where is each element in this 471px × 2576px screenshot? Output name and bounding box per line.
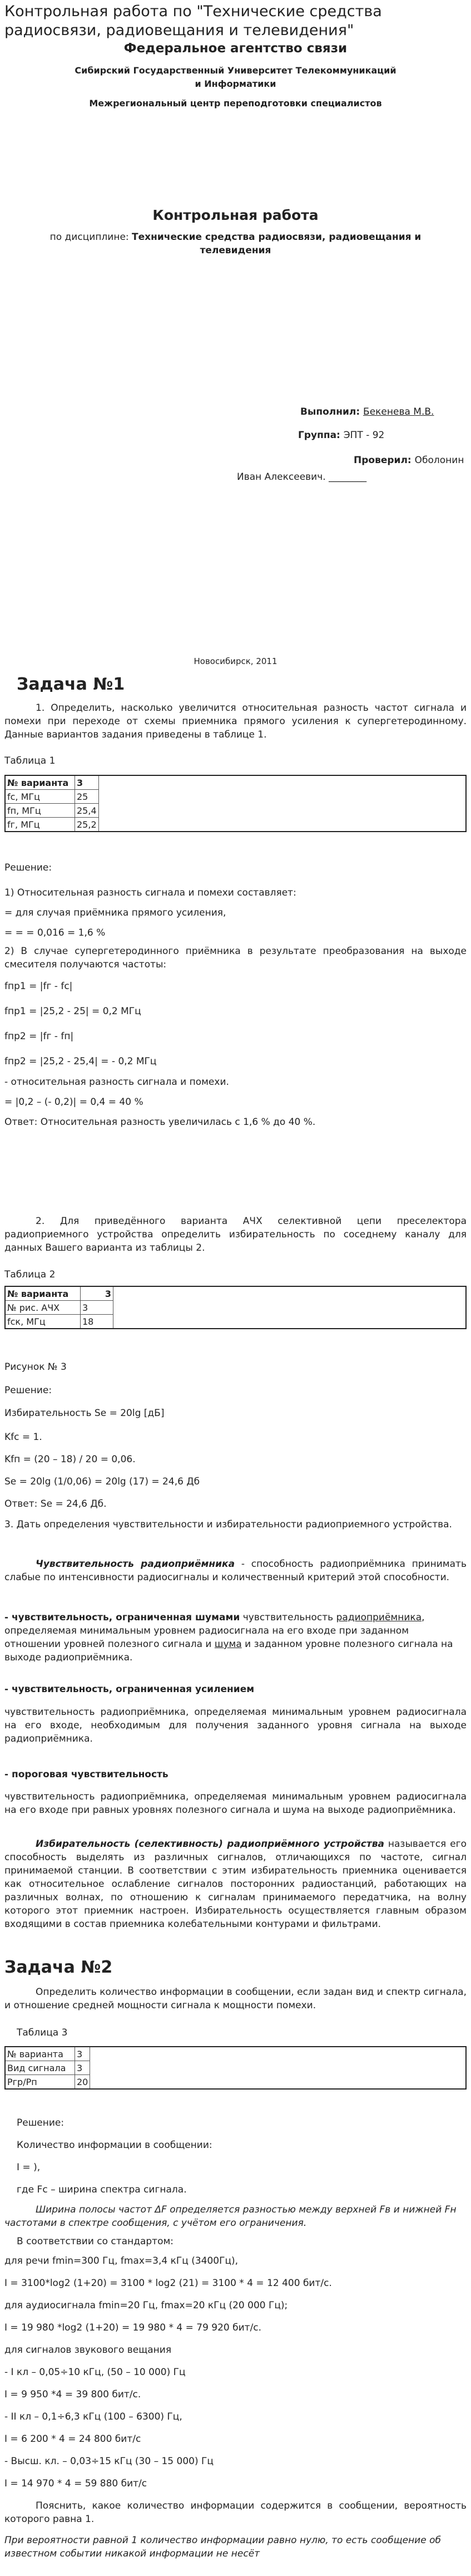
- discipline-line: [33, 230, 438, 257]
- performed-value: Бекенева М.В.: [363, 406, 434, 417]
- solution-line: 2) В случае супергетеродинного приёмника в результате преобразования на выходе смесителя получаются частоты:: [4, 946, 467, 970]
- task1-part3: 3. Дать определения чувствительности и избирательности радиоприемного устройства.: [4, 1519, 452, 1530]
- task2-heading: Задача №2: [4, 1958, 113, 1977]
- task2-line: Ширина полосы частот ΔF определяется разностью между верхней Fв и нижней Fн частотами в спектре сообщения, с учётом его ограничения.: [4, 2204, 457, 2229]
- cover-title: Контрольная работа: [152, 207, 319, 223]
- solution-line: fпp2 = |fг - fп|: [4, 1031, 74, 1042]
- solution-line: fпp1 = |25,2 - 25| = 0,2 МГц: [4, 1006, 141, 1017]
- task2-line: I = 9 950 *4 = 39 800 бит/с.: [4, 2389, 141, 2400]
- table-cell: fс, МГц: [5, 790, 75, 804]
- discipline-name: Технические средства радиосвязи, радиовещания и телевидения: [132, 232, 422, 256]
- task1-intro: 1. Определить, насколько увеличится относительная разность частот сигнала и помехи при переходе от схемы приемника прямого усиления к супергетеродинному. Данные вариантов задания приведены в таблице 1.: [4, 702, 467, 740]
- table-cell: 3: [81, 1301, 113, 1315]
- group-value: ЭПТ - 92: [343, 430, 385, 441]
- group-label: Группа:: [298, 430, 344, 441]
- selectivity-term: Избирательность (селективность) радиоприёмного устройства: [36, 1838, 384, 1850]
- figure-label: Рисунок № 3: [4, 1361, 67, 1373]
- table-cell: 3: [81, 1286, 113, 1301]
- task2-line: I = ),: [17, 2162, 41, 2173]
- noise-text-b: радиоприёмника: [336, 1612, 422, 1623]
- table-cell: Вид сигнала: [5, 2061, 75, 2075]
- table-cell: 3: [75, 2047, 90, 2061]
- sensitivity-definition: [4, 1557, 467, 1584]
- table-cell: fп, МГц: [5, 804, 75, 818]
- performed-label: Выполнил:: [300, 406, 364, 417]
- task2-line: I = 3100*log2 (1+20) = 3100 * log2 (21) = 3100 * 4 = 12 400 бит/с.: [4, 2278, 332, 2289]
- task2-line: - I кл – 0,05÷10 кГц, (50 – 10 000) Гц: [4, 2367, 186, 2378]
- table2-caption: Таблица 2: [4, 1269, 56, 1280]
- agency-name: Федеральное агентство связи: [123, 41, 348, 56]
- training-center: Межрегиональный центр переподготовки специалистов: [89, 98, 382, 109]
- table-row: [5, 2047, 466, 2061]
- solution-line: - относительная разность сигнала и помехи.: [4, 1076, 229, 1088]
- table1-caption: Таблица 1: [4, 755, 56, 766]
- table-blank: [90, 2047, 466, 2089]
- selectivity-definition: [4, 1837, 467, 1931]
- task2-conclusion: При вероятности равной 1 количество информации равно нулю, то есть сообщение об известном событии никакой информации не несёт: [4, 2535, 441, 2559]
- noise-text-d: шума: [214, 1639, 242, 1650]
- solution-answer: Ответ: Se = 24,6 Дб.: [4, 1498, 107, 1510]
- task2-intro: Определить количество информации в сообщении, если задан вид и спектр сигнала, и отношение средней мощности сигнала к мощности помехи.: [4, 1987, 467, 2011]
- noise-text-c: , определяемая минимальным уровнем радиосигнала на его входе при заданном отношении уровней полезного сигнала и: [4, 1612, 425, 1650]
- solution-label: Решение:: [4, 862, 52, 873]
- gain-limited-term: - чувствительность, ограниченная усилением: [4, 1684, 255, 1695]
- task2-line: Пояснить, какое количество информации содержится в сообщении, вероятность которого равна 1.: [4, 2500, 467, 2525]
- table-cell: № варианта: [5, 2047, 75, 2061]
- group: [298, 429, 465, 442]
- checked-label: Проверил:: [354, 455, 415, 466]
- task2-line: I = 19 980 *log2 (1+20) = 19 980 * 4 = 79 920 бит/с.: [4, 2322, 262, 2333]
- checked-by: [354, 454, 470, 467]
- noise-text-a: чувствительность: [240, 1612, 336, 1623]
- task2-line: для речи fmin=300 Гц, fmax=3,4 кГц (3400Гц),: [4, 2255, 239, 2267]
- task2-line: Решение:: [17, 2117, 65, 2128]
- task2-line: Количество информации в сообщении:: [17, 2140, 212, 2151]
- sensitivity-text: - способность радиоприёмника принимать слабые по интенсивности радиосигналы и количественный критерий этой способности.: [4, 1559, 467, 1583]
- table-cell: 18: [81, 1315, 113, 1329]
- task2-line: I = 14 970 * 4 = 59 880 бит/с: [4, 2478, 147, 2489]
- university-line-1: Сибирский Государственный Университет Телекоммуникаций: [75, 65, 396, 76]
- performed-by: [300, 405, 467, 419]
- table-cell: № рис. АЧХ: [5, 1301, 81, 1315]
- table3-caption: Таблица 3: [17, 2027, 68, 2038]
- table-row: [5, 775, 466, 790]
- solution-line: Избирательность Se = 20lg [дБ]: [4, 1408, 165, 1419]
- table-cell: № варианта: [5, 775, 75, 790]
- table-cell: 3: [75, 2061, 90, 2075]
- task2-line: для аудиосигнала fmin=20 Гц, fmax=20 кГц (20 000 Гц);: [4, 2300, 288, 2311]
- solution-line: = для случая приёмника прямого усиления,: [4, 907, 226, 918]
- solution2-label: Решение:: [4, 1385, 52, 1396]
- task2-line: для сигналов звукового вещания: [4, 2344, 172, 2356]
- university-line-2: и Информатики: [195, 78, 276, 89]
- sensitivity-term: Чувствительность радиоприёмника: [36, 1559, 235, 1570]
- table-cell: 25,4: [75, 804, 99, 818]
- noise-term: - чувствительность, ограниченная шумами: [4, 1612, 240, 1623]
- solution-line: 1) Относительная разность сигнала и помехи составляет:: [4, 887, 296, 898]
- solution-line: = = = 0,016 = 1,6 %: [4, 927, 106, 938]
- selectivity-text: называется его способность выделять из различных сигналов, отличающихся по частоте, сигнал принимаемой станции. В соответствии с этим избирательность приемника оценивается как относительное ослабление сигналов посторонних радиостанций, работающих на различных волнах, по отношению к сигналам принимаемого передатчика, на волну которого этот приемник настроен. Избирательность осуществляется главным образом входящими в состав приемника колебательными контурами и фильтрами.: [4, 1838, 467, 1930]
- table-row: [5, 1286, 466, 1301]
- solution-line: Kfп = (20 – 18) / 20 = 0,06.: [4, 1454, 136, 1465]
- table-1: [4, 775, 467, 832]
- task2-line: - Высш. кл. – 0,03÷15 кГц (30 – 15 000) Гц: [4, 2456, 214, 2467]
- table-cell: 3: [75, 775, 99, 790]
- task1-part2: 2. Для приведённого варианта АЧХ селективной цепи преселектора радиоприемного устройства определить избирательность по соседнему каналу для данных Вашего варианта из таблицы 2.: [4, 1216, 467, 1253]
- task2-line: где Fс – ширина спектра сигнала.: [17, 2184, 187, 2195]
- solution-line: = |0,2 – (- 0,2)| = 0,4 = 40 %: [4, 1097, 143, 1108]
- task2-line: В соответствии со стандартом:: [17, 2236, 174, 2247]
- discipline-prefix: по дисциплине:: [49, 232, 132, 243]
- solution-answer: Ответ: Относительная разность увеличилась с 1,6 % до 40 %.: [4, 1117, 316, 1128]
- task1-heading: Задача №1: [17, 675, 125, 694]
- noise-limited-definition: [4, 1611, 467, 1664]
- city-year: Новосибирск, 2011: [194, 656, 277, 666]
- table-cell: 20: [75, 2075, 90, 2090]
- noise-text-e: и заданном уровне полезного сигнала на выходе радиоприёмника.: [4, 1639, 453, 1663]
- solution-line: Se = 20lg (1/0,06) = 20lg (17) = 24,6 Дб: [4, 1476, 200, 1487]
- table-cell: 25: [75, 790, 99, 804]
- gain-limited-text: чувствительность радиоприёмника, определяемая минимальным уровнем радиосигнала на его входе, необходимым для получения заданного уровня сигнала на выходе радиоприёмника.: [4, 1707, 467, 1744]
- table-blank: [113, 1286, 467, 1329]
- table-3: [4, 2046, 467, 2090]
- table-cell: № варианта: [5, 1286, 81, 1301]
- table-blank: [98, 775, 466, 832]
- document-title: Контрольная работа по "Технические средства радиосвязи, радиовещания и телевидения": [4, 3, 382, 39]
- table-cell: fск, МГц: [5, 1315, 81, 1329]
- checked-value: Оболонин: [414, 455, 464, 466]
- solution-line: fпp2 = |25,2 - 25,4| = - 0,2 МГц: [4, 1056, 157, 1067]
- task2-line: - II кл – 0,1÷6,3 кГц (100 – 6300) Гц,: [4, 2411, 182, 2422]
- table-cell: fг, МГц: [5, 818, 75, 832]
- table-2: [4, 1286, 467, 1329]
- solution-line: Kfс = 1.: [4, 1432, 42, 1443]
- table-cell: 25,2: [75, 818, 99, 832]
- checked-name: Иван Алексеевич. ________: [237, 471, 367, 483]
- table-cell: Pгр/Pп: [5, 2075, 75, 2090]
- threshold-term: - пороговая чувствительность: [4, 1769, 168, 1780]
- task2-line: I = 6 200 * 4 = 24 800 бит/с: [4, 2434, 141, 2445]
- threshold-text: чувствительность радиоприёмника, определяемая минимальным уровнем радиосигнала на его входе при равных уровнях полезного сигнала и шума на выходе радиоприёмника.: [4, 1791, 467, 1816]
- solution-line: fпp1 = |fг - fс|: [4, 981, 73, 992]
